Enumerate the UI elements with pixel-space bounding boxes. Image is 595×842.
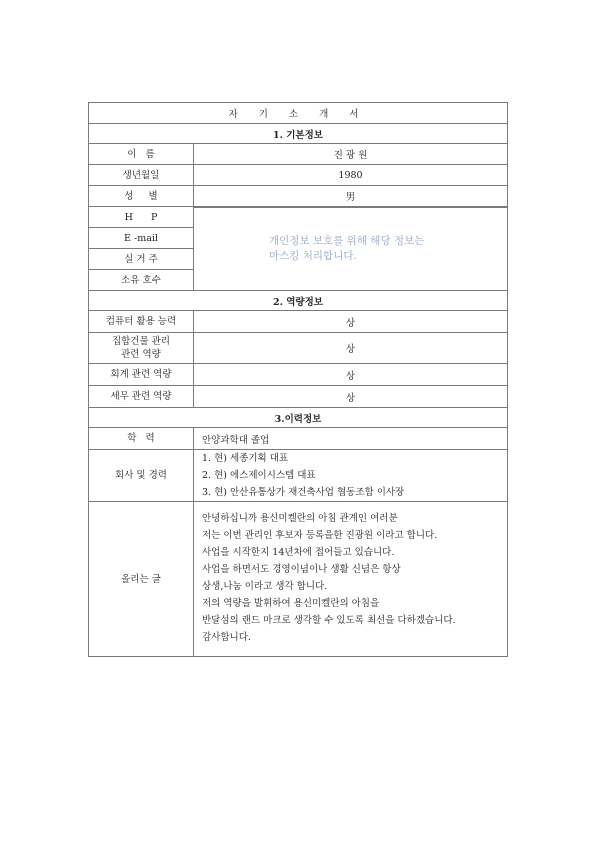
gender-label: 성 별 [89,186,194,207]
computer-skill-label: 컴퓨터 활용 능력 [89,311,194,333]
career-list [194,450,508,502]
message-body [194,502,508,657]
building-label-line: 관련 역량 [121,349,161,360]
message-line: 저의 역량을 발휘하여 용신미켈란의 아침을 [202,598,380,609]
message-label: 올리는 글 [89,502,194,657]
masked-info-box [194,207,508,291]
hp-label: H P [89,207,194,228]
building-management-label [89,333,194,364]
birth-label: 생년월일 [89,165,194,186]
message-line: 안녕하십니까 용신미켈란의 아침 관계인 여러분 [202,513,398,524]
email-label: E -mail [89,228,194,249]
self-introduction-form [88,102,508,657]
message-line: 감사합니다. [202,632,251,643]
tax-value: 상 [194,386,508,408]
name-label: 이 름 [89,144,194,165]
education-value: 안양과학대 졸업 [194,428,508,450]
tax-label: 세무 관련 역량 [89,386,194,408]
mask-notice-line: 개인정보 보호를 위해 해당 정보는 [269,234,425,247]
birth-value: 1980 [194,165,508,186]
message-line: 반달섬의 랜드 마크로 생각할 수 있도록 최선을 다하겠습니다. [202,615,456,626]
section-ability-header: 2. 역량정보 [89,291,508,311]
career-label: 회사 및 경력 [89,450,194,502]
section-history-header: 3.이력정보 [89,408,508,428]
mask-notice [269,234,424,264]
gender-value: 男 [194,186,508,207]
accounting-label: 회계 관련 역량 [89,364,194,386]
ownership-label: 소유 호수 [89,270,194,291]
message-line: 사업을 시작한지 14년차에 접어들고 있습니다. [202,547,395,558]
document-title: 자 기 소 개 서 [89,103,508,124]
building-management-value: 상 [194,333,508,364]
career-item: 2. 현) 에스제이시스템 대표 [202,470,316,481]
building-label-line: 집합건물 관리 [111,336,171,347]
residence-label: 실 거 주 [89,249,194,270]
computer-skill-value: 상 [194,311,508,333]
career-item: 1. 현) 세종기획 대표 [202,453,289,464]
message-line: 저는 이번 관리인 후보자 등록을한 진광원 이라고 합니다. [202,530,438,541]
career-item: 3. 현) 안산유통상가 재건축사업 협동조합 이사장 [202,487,405,498]
mask-notice-line: 마스킹 처리합니다. [269,249,357,262]
name-value: 진 광 원 [194,144,508,165]
masked-info-cell [194,207,508,291]
accounting-value: 상 [194,364,508,386]
section-basic-header: 1. 기본정보 [89,124,508,144]
message-line: 사업을 하면서도 경영이념이나 생활 신념은 항상 [202,564,401,575]
message-line: 상생,나눔 이라고 생각 합니다. [202,581,328,592]
education-label: 학 력 [89,428,194,450]
